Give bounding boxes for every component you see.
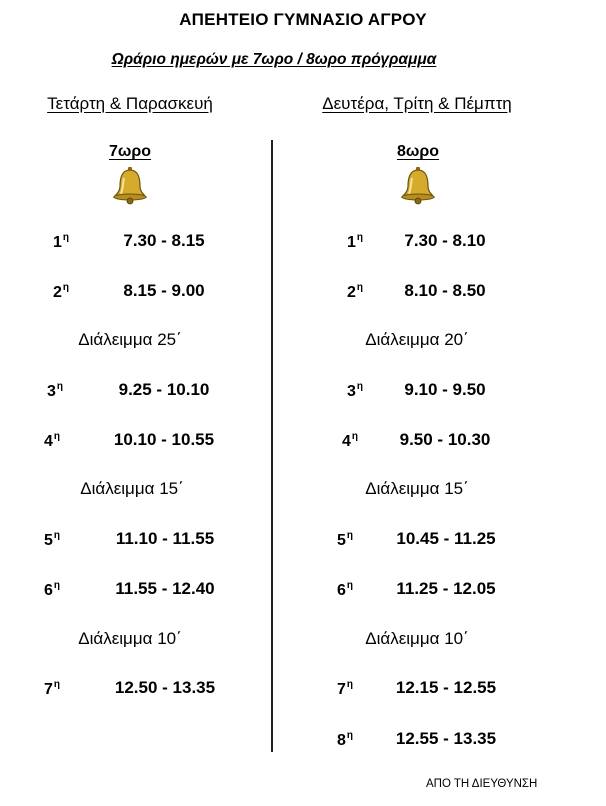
- period-time: 9.25 - 10.10: [118, 380, 210, 399]
- left-program-heading: 7ωρο: [108, 143, 152, 160]
- period-time: 7.30 - 8.10: [404, 231, 486, 250]
- break-label: Διάλειμμα 10΄: [365, 629, 469, 648]
- schedule-subtitle: Ωράριο ημερών με 7ωρο / 8ωρο πρόγραμμα: [111, 51, 437, 68]
- break-label: Διάλειμμα 25΄: [78, 330, 182, 349]
- break-label: Διάλειμμα 15΄: [80, 479, 184, 498]
- period-time: 12.15 - 12.55: [395, 678, 497, 697]
- right-days-heading: Δευτέρα, Τρίτη & Πέμπτη: [322, 94, 512, 113]
- signature: ΑΠΟ ΤΗ ΔΙΕΥΘΥΝΣΗ: [426, 778, 538, 790]
- left-days-heading: Τετάρτη & Παρασκευή: [47, 94, 213, 113]
- period-time: 10.10 - 10.55: [113, 430, 215, 449]
- period-number: $4^\eta$: [44, 431, 61, 450]
- period-number: $5^\eta$: [337, 530, 354, 549]
- period-number: $4^\eta$: [342, 431, 359, 450]
- period-number: $6^\eta$: [44, 580, 61, 599]
- period-time: 11.55 - 12.40: [115, 579, 215, 598]
- period-time: 12.55 - 13.35: [395, 729, 497, 748]
- period-time: 12.50 - 13.35: [114, 678, 216, 697]
- school-title: ΑΠΕΗΤΕΙΟ ΓΥΜΝΑΣΙΟ ΑΓΡΟΥ: [179, 10, 427, 29]
- period-number: $3^\eta$: [47, 381, 64, 400]
- period-time: 9.10 - 9.50: [404, 380, 486, 399]
- period-number: $1^\eta$: [347, 232, 364, 251]
- period-time: 11.10 - 11.55: [115, 529, 215, 548]
- period-time: 8.15 - 9.00: [123, 281, 205, 300]
- period-number: $2^\eta$: [53, 282, 70, 301]
- bell-icon: [109, 166, 151, 206]
- period-time: 11.25 - 12.05: [396, 579, 496, 598]
- period-time: 7.30 - 8.15: [123, 231, 205, 250]
- period-time: 8.10 - 8.50: [404, 281, 486, 300]
- period-number: $2^\eta$: [347, 282, 364, 301]
- period-number: $8^\eta$: [337, 730, 354, 749]
- period-number: $7^\eta$: [44, 679, 61, 698]
- period-number: $3^\eta$: [347, 381, 364, 400]
- period-time: 10.45 - 11.25: [396, 529, 496, 548]
- period-number: $6^\eta$: [337, 580, 354, 599]
- break-label: Διάλειμμα 20΄: [365, 330, 469, 349]
- break-label: Διάλειμμα 15΄: [365, 479, 469, 498]
- period-number: $5^\eta$: [44, 530, 61, 549]
- period-time: 9.50 - 10.30: [399, 430, 491, 449]
- bell-icon: [397, 166, 439, 206]
- column-divider: [271, 140, 273, 752]
- right-program-heading: 8ωρο: [396, 143, 440, 160]
- break-label: Διάλειμμα 10΄: [78, 629, 182, 648]
- period-number: $7^\eta$: [337, 679, 354, 698]
- period-number: $1^\eta$: [53, 232, 70, 251]
